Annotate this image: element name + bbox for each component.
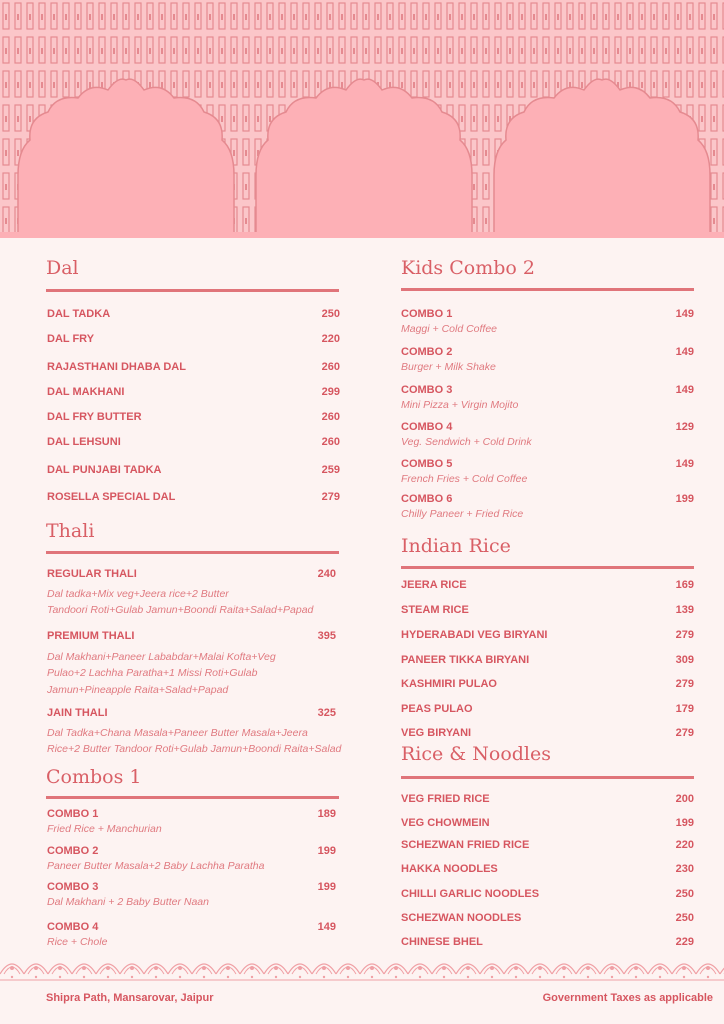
menu-item-price: 149 xyxy=(675,458,694,470)
menu-item-name: COMBO 3 xyxy=(401,384,453,396)
menu-item-name: PREMIUM THALI xyxy=(47,630,135,642)
menu-item-name: JAIN THALI xyxy=(47,707,108,719)
section-title-indian-rice: Indian Rice xyxy=(401,535,511,557)
menu-item-price: 299 xyxy=(321,386,340,398)
section-title-rice-noodles: Rice & Noodles xyxy=(401,743,551,765)
menu-item-name: DAL MAKHANI xyxy=(47,386,125,398)
menu-item-price: 129 xyxy=(675,421,694,433)
menu-item-name: HAKKA NOODLES xyxy=(401,863,498,875)
menu-item-name: DAL TADKA xyxy=(47,308,111,320)
menu-item-name: COMBO 1 xyxy=(47,808,99,820)
menu-item-name: VEG FRIED RICE xyxy=(401,793,490,805)
menu-item-description: Fried Rice + Manchurian xyxy=(47,823,162,835)
menu-item-price: 250 xyxy=(675,888,694,900)
menu-item-description: Paneer Butter Masala+2 Baby Lachha Paratha xyxy=(47,860,265,872)
footer-address: Shipra Path, Mansarovar, Jaipur xyxy=(46,992,214,1004)
menu-item-name: KASHMIRI PULAO xyxy=(401,678,497,690)
section-divider xyxy=(401,776,694,779)
menu-item-price: 230 xyxy=(675,863,694,875)
menu-item-price: 250 xyxy=(675,912,694,924)
menu-item-name: COMBO 5 xyxy=(401,458,453,470)
menu-item-description: Burger + Milk Shake xyxy=(401,361,496,373)
menu-item-name: DAL PUNJABI TADKA xyxy=(47,464,162,476)
menu-item-price: 199 xyxy=(675,493,694,505)
menu-item-price: 139 xyxy=(675,604,694,616)
menu-item-name: HYDERABADI VEG BIRYANI xyxy=(401,629,548,641)
menu-item-name: COMBO 6 xyxy=(401,493,453,505)
menu-item-name: REGULAR THALI xyxy=(47,568,137,580)
section-divider xyxy=(46,796,339,799)
menu-item-name: COMBO 4 xyxy=(47,921,99,933)
menu-item-price: 259 xyxy=(321,464,340,476)
section-divider xyxy=(401,566,694,569)
menu-item-name: SCHEZWAN NOODLES xyxy=(401,912,522,924)
ornamental-border xyxy=(0,952,724,982)
menu-item-price: 229 xyxy=(675,936,694,948)
menu-item-price: 149 xyxy=(317,921,336,933)
menu-item-name: DAL FRY BUTTER xyxy=(47,411,142,423)
menu-item-price: 220 xyxy=(675,839,694,851)
menu-item-name: PEAS PULAO xyxy=(401,703,473,715)
menu-item-description: Tandoori Roti+Gulab Jamun+Boondi Raita+Salad+Papad xyxy=(47,604,314,616)
menu-item-name: VEG BIRYANI xyxy=(401,727,472,739)
menu-item-price: 279 xyxy=(675,629,694,641)
menu-item-price: 325 xyxy=(317,707,336,719)
section-divider xyxy=(46,289,339,292)
menu-item-price: 250 xyxy=(321,308,340,320)
menu-item-description: Pulao+2 Lachha Paratha+1 Missi Roti+Gulab xyxy=(47,667,258,679)
menu-item-name: JEERA RICE xyxy=(401,579,467,591)
section-divider xyxy=(401,288,694,291)
menu-item-price: 279 xyxy=(675,678,694,690)
menu-item-name: STEAM RICE xyxy=(401,604,469,616)
menu-item-price: 395 xyxy=(317,630,336,642)
menu-item-price: 200 xyxy=(675,793,694,805)
menu-item-name: CHINESE BHEL xyxy=(401,936,483,948)
section-title-thali: Thali xyxy=(46,520,95,542)
menu-item-name: VEG CHOWMEIN xyxy=(401,817,490,829)
menu-item-price: 260 xyxy=(321,361,340,373)
menu-item-price: 240 xyxy=(317,568,336,580)
menu-item-name: SCHEZWAN FRIED RICE xyxy=(401,839,530,851)
menu-item-name: COMBO 4 xyxy=(401,421,453,433)
menu-item-price: 179 xyxy=(675,703,694,715)
menu-item-price: 199 xyxy=(317,881,336,893)
menu-item-description: Rice + Chole xyxy=(47,936,108,948)
menu-item-description: Dal Tadka+Chana Masala+Paneer Butter Masala+Jeera xyxy=(47,727,308,739)
menu-item-price: 279 xyxy=(321,491,340,503)
section-title-kids-combo-2: Kids Combo 2 xyxy=(401,257,535,279)
menu-item-price: 149 xyxy=(675,346,694,358)
section-divider xyxy=(46,551,339,554)
menu-item-description: Dal tadka+Mix veg+Jeera rice+2 Butter xyxy=(47,588,229,600)
menu-item-description: Jamun+Pineapple Raita+Salad+Papad xyxy=(47,684,229,696)
menu-item-price: 189 xyxy=(317,808,336,820)
decorative-header xyxy=(0,0,724,238)
menu-item-price: 260 xyxy=(321,436,340,448)
menu-item-description: French Fries + Cold Coffee xyxy=(401,473,528,485)
menu-item-description: Chilly Paneer + Fried Rice xyxy=(401,508,524,520)
menu-item-description: Dal Makhani + 2 Baby Butter Naan xyxy=(47,896,209,908)
menu-item-name: ROSELLA SPECIAL DAL xyxy=(47,491,176,503)
footer-tax-note: Government Taxes as applicable xyxy=(542,992,713,1004)
menu-item-name: COMBO 2 xyxy=(47,845,99,857)
menu-item-price: 169 xyxy=(675,579,694,591)
menu-item-name: RAJASTHANI DHABA DAL xyxy=(47,361,186,373)
menu-item-description: Veg. Sendwich + Cold Drink xyxy=(401,436,532,448)
lattice-arches-pattern xyxy=(0,0,724,238)
menu-item-name: COMBO 1 xyxy=(401,308,453,320)
menu-item-name: PANEER TIKKA BIRYANI xyxy=(401,654,530,666)
menu-item-price: 220 xyxy=(321,333,340,345)
menu-item-name: COMBO 2 xyxy=(401,346,453,358)
menu-item-price: 309 xyxy=(675,654,694,666)
menu-item-price: 260 xyxy=(321,411,340,423)
menu-item-price: 149 xyxy=(675,384,694,396)
menu-item-description: Rice+2 Butter Tandoor Roti+Gulab Jamun+Boondi Raita+Salad xyxy=(47,743,342,755)
section-title-combos-1: Combos 1 xyxy=(46,766,142,788)
menu-item-description: Dal Makhani+Paneer Lababdar+Malai Kofta+Veg xyxy=(47,651,276,663)
menu-item-name: COMBO 3 xyxy=(47,881,99,893)
menu-item-description: Maggi + Cold Coffee xyxy=(401,323,498,335)
menu-item-price: 149 xyxy=(675,308,694,320)
menu-item-price: 199 xyxy=(675,817,694,829)
menu-item-name: DAL LEHSUNI xyxy=(47,436,121,448)
menu-item-name: CHILLI GARLIC NOODLES xyxy=(401,888,540,900)
section-title-dal: Dal xyxy=(46,257,79,279)
menu-item-description: Mini Pizza + Virgin Mojito xyxy=(401,399,519,411)
menu-item-name: DAL FRY xyxy=(47,333,95,345)
menu-item-price: 279 xyxy=(675,727,694,739)
menu-item-price: 199 xyxy=(317,845,336,857)
